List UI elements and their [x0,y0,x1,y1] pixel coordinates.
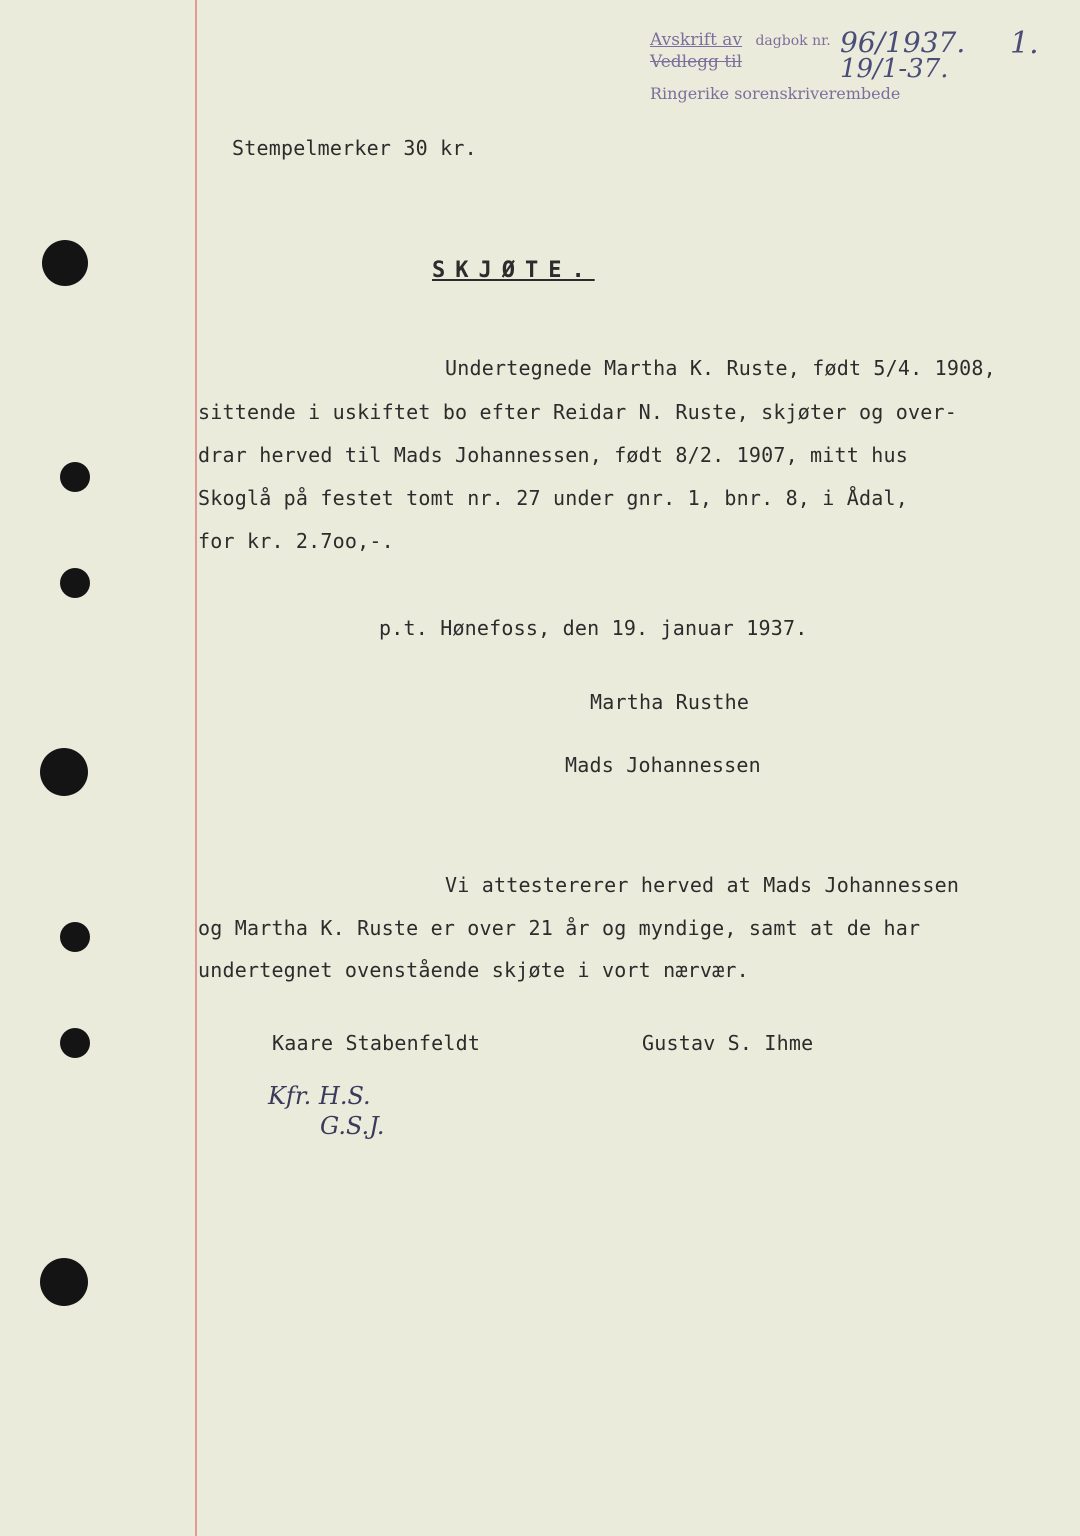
punch-hole-5 [60,922,90,952]
handwritten-date: 19/1-37. [840,54,949,84]
attestation-line-2: og Martha K. Ruste er over 21 år og myndige, samt at de har [198,916,921,940]
witness-1: Kaare Stabenfeldt [272,1031,481,1055]
stamp-dagbok-label: dagbok nr. [755,33,831,49]
document-title: SKJØTE. [432,258,595,283]
handwritten-initials-line-2: G.S.J. [320,1112,385,1140]
stamp-avskrift-line [650,30,831,50]
punch-hole-1 [42,240,88,286]
punch-hole-2 [60,462,90,492]
body-line-1: Undertegnede Martha K. Ruste, født 5/4. 1908, [445,356,996,380]
signature-1: Martha Rusthe [590,690,750,714]
body-line-4: Skoglå på festet tomt nr. 27 under gnr. 1, bnr. 8, i Ådal, [198,486,908,510]
body-line-2: sittende i uskiftet bo efter Reidar N. Ruste, skjøter og over- [198,400,957,424]
signature-2: Mads Johannessen [565,753,761,777]
body-line-5: for kr. 2.7oo,-. [198,529,394,553]
punch-hole-4 [40,748,88,796]
body-line-3: drar herved til Mads Johannessen, født 8/2. 1907, mitt hus [198,443,908,467]
punch-hole-6 [60,1028,90,1058]
attestation-line-1: Vi attestererer herved at Mads Johannessen [445,873,960,897]
handwritten-page-number: 1. [1010,26,1039,61]
stamp-vedlegg-label: Vedlegg til [650,52,743,72]
punch-hole-7 [40,1258,88,1306]
attestation-line-3: undertegnet ovenstående skjøte i vort nærvær. [198,958,749,982]
punch-hole-3 [60,568,90,598]
stamp-duty-line: Stempelmerker 30 kr. [232,136,477,160]
handwritten-initials-line-1: Kfr. H.S. [268,1082,371,1110]
stamp-office-name: Ringerike sorenskriverembede [650,84,901,103]
witness-2: Gustav S. Ihme [642,1031,814,1055]
place-date-line: p.t. Hønefoss, den 19. januar 1937. [379,616,808,640]
stamp-avskrift-label: Avskrift av [650,30,743,50]
handwritten-journal-number: 96/1937. [840,26,966,59]
